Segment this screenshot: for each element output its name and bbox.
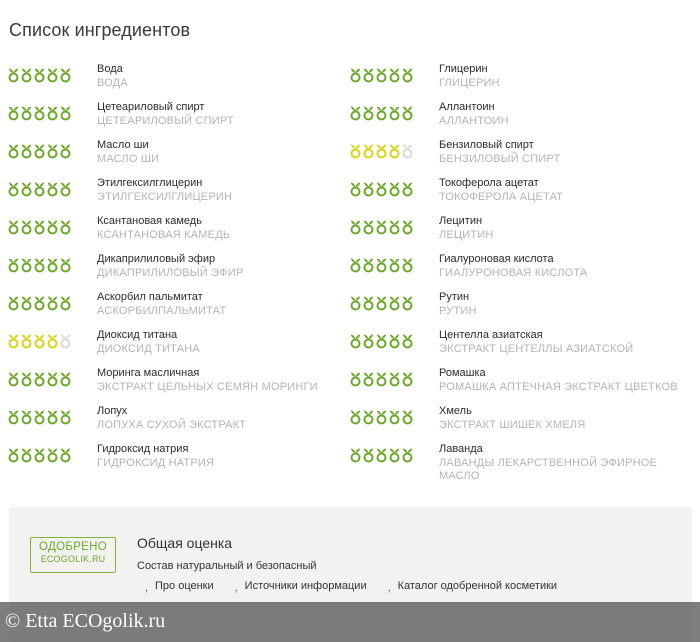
leaf-icon <box>350 219 361 235</box>
leaf-icon <box>21 371 32 387</box>
leaf-icon <box>47 409 58 425</box>
safety-rating <box>350 181 406 197</box>
leaf-icon <box>363 371 374 387</box>
leaf-icon <box>8 409 19 425</box>
leaf-icon <box>47 257 58 273</box>
leaf-icon <box>363 333 374 349</box>
leaf-icon <box>60 219 71 235</box>
ingredient-name[interactable]: Этилгексилглицерин <box>97 177 203 189</box>
leaf-icon <box>376 333 387 349</box>
ingredient-row[interactable] <box>0 442 350 480</box>
leaf-icon <box>21 257 32 273</box>
safety-rating <box>350 143 406 159</box>
ingredient-name[interactable]: Цетеариловый спирт <box>97 101 205 113</box>
leaf-icon <box>47 333 58 349</box>
leaf-icon <box>8 143 19 159</box>
ingredient-row[interactable] <box>350 252 700 290</box>
safety-rating <box>350 409 406 425</box>
ingredient-row[interactable] <box>0 62 350 100</box>
leaf-icon <box>363 67 374 83</box>
safety-rating <box>350 371 406 387</box>
watermark-bar <box>0 602 700 642</box>
leaf-icon <box>60 143 71 159</box>
ingredient-inci: ЛОПУХА СУХОЙ ЭКСТРАКТ <box>97 419 247 431</box>
safety-rating <box>8 219 64 235</box>
ingredient-inci: ГИДРОКСИД НАТРИЯ <box>97 457 215 469</box>
ingredient-row[interactable] <box>0 366 350 404</box>
ingredient-name[interactable]: Дикаприлиловый эфир <box>97 253 216 265</box>
leaf-icon <box>350 409 361 425</box>
leaf-icon <box>389 105 400 121</box>
ingredient-name[interactable]: Лаванда <box>439 443 483 455</box>
about-ratings-link[interactable]: , Про оценки <box>145 580 214 592</box>
ingredient-row[interactable] <box>0 100 350 138</box>
safety-rating <box>8 371 64 387</box>
leaf-icon <box>376 257 387 273</box>
leaf-icon <box>402 371 413 387</box>
ingredient-inci: РУТИН <box>439 305 477 317</box>
leaf-icon <box>402 333 413 349</box>
leaf-icon <box>34 371 45 387</box>
leaf-icon <box>350 143 361 159</box>
ingredient-row[interactable] <box>0 214 350 252</box>
leaf-icon <box>34 143 45 159</box>
safety-rating <box>8 105 64 121</box>
ingredient-row[interactable] <box>350 176 700 214</box>
ingredient-name[interactable]: Моринга масличная <box>97 367 200 379</box>
leaf-icon <box>402 143 413 159</box>
leaf-icon <box>363 181 374 197</box>
ingredient-inci: ЭКСТРАКТ ЦЕЛЬНЫХ СЕМЯН МОРИНГИ <box>97 381 318 393</box>
leaf-icon <box>8 371 19 387</box>
ingredient-inci: ЭКСТРАКТ ЦЕНТЕЛЛЫ АЗИАТСКОЙ <box>439 343 634 355</box>
leaf-icon <box>376 67 387 83</box>
ingredient-name[interactable]: Ксантановая камедь <box>97 215 202 227</box>
ingredient-inci: БЕНЗИЛОВЫЙ СПИРТ <box>439 153 561 165</box>
safety-rating <box>8 143 64 159</box>
leaf-icon <box>363 409 374 425</box>
leaf-icon <box>389 447 400 463</box>
ingredient-name[interactable]: Аллантоин <box>439 101 495 113</box>
summary-links <box>145 580 578 592</box>
ingredient-row[interactable] <box>350 290 700 328</box>
ingredient-inci: МАСЛО ШИ <box>97 153 160 165</box>
ingredient-name[interactable]: Глицерин <box>439 63 488 75</box>
leaf-icon <box>389 371 400 387</box>
leaf-icon <box>389 333 400 349</box>
ingredient-name[interactable]: Диоксид титана <box>97 329 178 341</box>
leaf-icon <box>21 143 32 159</box>
ingredient-inci: ЦЕТЕАРИЛОВЫЙ СПИРТ <box>97 115 234 127</box>
ingredient-inci: ДИОКСИД ТИТАНА <box>97 343 200 355</box>
leaf-icon <box>34 105 45 121</box>
ingredient-row[interactable] <box>350 62 700 100</box>
ingredients-column-right <box>350 62 700 480</box>
leaf-icon <box>60 257 71 273</box>
leaf-icon <box>8 295 19 311</box>
ingredient-inci: КСАНТАНОВАЯ КАМЕДЬ <box>97 229 231 241</box>
leaf-icon <box>350 257 361 273</box>
ingredient-inci: ЭТИЛГЕКСИЛГЛИЦЕРИН <box>97 191 233 203</box>
leaf-icon <box>350 333 361 349</box>
leaf-icon <box>376 143 387 159</box>
summary-text: Состав натуральный и безопасный <box>137 560 317 572</box>
safety-rating <box>8 447 64 463</box>
leaf-icon <box>21 447 32 463</box>
safety-rating <box>8 409 64 425</box>
leaf-icon <box>60 67 71 83</box>
leaf-icon <box>34 181 45 197</box>
leaf-icon <box>376 447 387 463</box>
leaf-icon <box>363 143 374 159</box>
ingredient-inci: ДИКАПРИЛИЛОВЫЙ ЭФИР <box>97 267 244 279</box>
ingredient-name[interactable]: Бензиловый спирт <box>439 139 534 151</box>
ingredients-column-left <box>0 62 350 480</box>
safety-rating <box>8 257 64 273</box>
ingredient-name[interactable]: Гидроксид натрия <box>97 443 189 455</box>
leaf-icon <box>363 257 374 273</box>
leaf-icon <box>8 67 19 83</box>
watermark-text: © Etta ECOgolik.ru <box>5 610 166 632</box>
ingredient-row[interactable] <box>0 176 350 214</box>
leaf-icon <box>8 333 19 349</box>
leaf-icon <box>21 181 32 197</box>
safety-rating <box>350 67 406 83</box>
sources-link[interactable]: , Источники информации <box>235 580 367 592</box>
ingredient-row[interactable] <box>0 328 350 366</box>
ingredient-inci: АЛЛАНТОИН <box>439 115 509 127</box>
leaf-icon <box>363 105 374 121</box>
leaf-icon <box>34 295 45 311</box>
ingredient-name[interactable]: Вода <box>97 63 123 75</box>
leaf-icon <box>47 181 58 197</box>
safety-rating <box>350 105 406 121</box>
leaf-icon <box>60 447 71 463</box>
ingredient-row[interactable] <box>350 366 700 404</box>
leaf-icon <box>47 295 58 311</box>
leaf-icon <box>350 105 361 121</box>
leaf-icon <box>402 447 413 463</box>
leaf-icon <box>60 333 71 349</box>
leaf-icon <box>376 105 387 121</box>
leaf-icon <box>402 219 413 235</box>
leaf-icon <box>47 447 58 463</box>
summary-title: Общая оценка <box>137 535 233 551</box>
leaf-icon <box>402 257 413 273</box>
leaf-icon <box>47 219 58 235</box>
ingredient-inci: АСКОРБИЛПАЛЬМИТАТ <box>97 305 227 317</box>
leaf-icon <box>21 409 32 425</box>
leaf-icon <box>389 257 400 273</box>
ingredient-row[interactable] <box>350 214 700 252</box>
leaf-icon <box>8 219 19 235</box>
leaf-icon <box>376 181 387 197</box>
leaf-icon <box>350 181 361 197</box>
leaf-icon <box>21 67 32 83</box>
leaf-icon <box>402 409 413 425</box>
ingredient-name[interactable]: Ромашка <box>439 367 486 379</box>
leaf-icon <box>376 409 387 425</box>
leaf-icon <box>389 295 400 311</box>
leaf-icon <box>389 409 400 425</box>
ingredient-name[interactable]: Центелла азиатская <box>439 329 543 341</box>
leaf-icon <box>34 447 45 463</box>
ingredient-inci: РОМАШКА АПТЕЧНАЯ ЭКСТРАКТ ЦВЕТКОВ <box>439 381 678 393</box>
ingredient-row[interactable] <box>0 404 350 442</box>
ingredient-inci: ЛЕЦИТИН <box>439 229 494 241</box>
leaf-icon <box>8 447 19 463</box>
ingredient-row[interactable] <box>350 404 700 442</box>
leaf-icon <box>34 333 45 349</box>
ingredient-row[interactable] <box>350 442 700 480</box>
ingredient-row[interactable] <box>0 290 350 328</box>
ingredient-inci: ЭКСТРАКТ ШИШЕК ХМЕЛЯ <box>439 419 586 431</box>
ingredient-row[interactable] <box>350 328 700 366</box>
ingredient-name[interactable]: Рутин <box>439 291 470 303</box>
safety-rating <box>350 219 406 235</box>
leaf-icon <box>34 409 45 425</box>
safety-rating <box>8 67 64 83</box>
safety-rating <box>8 181 64 197</box>
ingredient-inci: ГЛИЦЕРИН <box>439 77 500 89</box>
leaf-icon <box>21 219 32 235</box>
leaf-icon <box>8 105 19 121</box>
leaf-icon <box>47 143 58 159</box>
safety-rating <box>8 333 64 349</box>
leaf-icon <box>60 409 71 425</box>
page-title: Список ингредиентов <box>9 20 191 40</box>
leaf-icon <box>376 295 387 311</box>
leaf-icon <box>350 447 361 463</box>
ingredient-name[interactable]: Токоферола ацетат <box>439 177 539 189</box>
leaf-icon <box>389 67 400 83</box>
leaf-icon <box>376 219 387 235</box>
leaf-icon <box>8 181 19 197</box>
ingredient-inci: ВОДА <box>97 77 128 89</box>
leaf-icon <box>350 67 361 83</box>
leaf-icon <box>376 371 387 387</box>
ingredient-name[interactable]: Масло ши <box>97 139 149 151</box>
leaf-icon <box>402 105 413 121</box>
ingredient-name[interactable]: Лецитин <box>439 215 483 227</box>
leaf-icon <box>350 371 361 387</box>
ingredient-row[interactable] <box>350 138 700 176</box>
leaf-icon <box>389 143 400 159</box>
leaf-icon <box>8 257 19 273</box>
safety-rating <box>8 295 64 311</box>
approved-badge <box>30 537 116 573</box>
safety-rating <box>350 447 406 463</box>
leaf-icon <box>363 219 374 235</box>
leaf-icon <box>34 219 45 235</box>
ingredient-inci: ЛАВАНДЫ ЛЕКАРСТВЕННОЙ ЭФИРНОЕ МАСЛО <box>439 457 658 482</box>
ingredient-row[interactable] <box>0 252 350 290</box>
leaf-icon <box>363 295 374 311</box>
leaf-icon <box>47 105 58 121</box>
leaf-icon <box>60 105 71 121</box>
leaf-icon <box>402 181 413 197</box>
approved-badge-site: ECOGOLIK.RU <box>40 554 106 564</box>
ingredient-name[interactable]: Лопух <box>97 405 128 417</box>
ingredient-row[interactable] <box>0 138 350 176</box>
safety-rating <box>350 295 406 311</box>
leaf-icon <box>21 105 32 121</box>
leaf-icon <box>34 67 45 83</box>
leaf-icon <box>60 371 71 387</box>
leaf-icon <box>60 295 71 311</box>
leaf-icon <box>363 447 374 463</box>
leaf-icon <box>402 295 413 311</box>
leaf-icon <box>389 181 400 197</box>
leaf-icon <box>389 219 400 235</box>
ingredient-name[interactable]: Гиалуроновая кислота <box>439 253 554 265</box>
approved-badge-title: ОДОБРЕНО <box>39 541 107 553</box>
leaf-icon <box>350 295 361 311</box>
safety-rating <box>350 333 406 349</box>
leaf-icon <box>402 67 413 83</box>
leaf-icon <box>47 67 58 83</box>
leaf-icon <box>47 371 58 387</box>
ingredient-name[interactable]: Аскорбил пальмитат <box>97 291 203 303</box>
catalog-link[interactable]: , Каталог одобренной косметики <box>388 580 557 592</box>
ingredient-inci: ГИАЛУРОНОВАЯ КИСЛОТА <box>439 267 588 279</box>
safety-rating <box>350 257 406 273</box>
leaf-icon <box>21 295 32 311</box>
leaf-icon <box>60 181 71 197</box>
ingredient-name[interactable]: Хмель <box>439 405 472 417</box>
ingredient-inci: ТОКОФЕРОЛА АЦЕТАТ <box>439 191 564 203</box>
leaf-icon <box>34 257 45 273</box>
ingredient-row[interactable] <box>350 100 700 138</box>
leaf-icon <box>21 333 32 349</box>
